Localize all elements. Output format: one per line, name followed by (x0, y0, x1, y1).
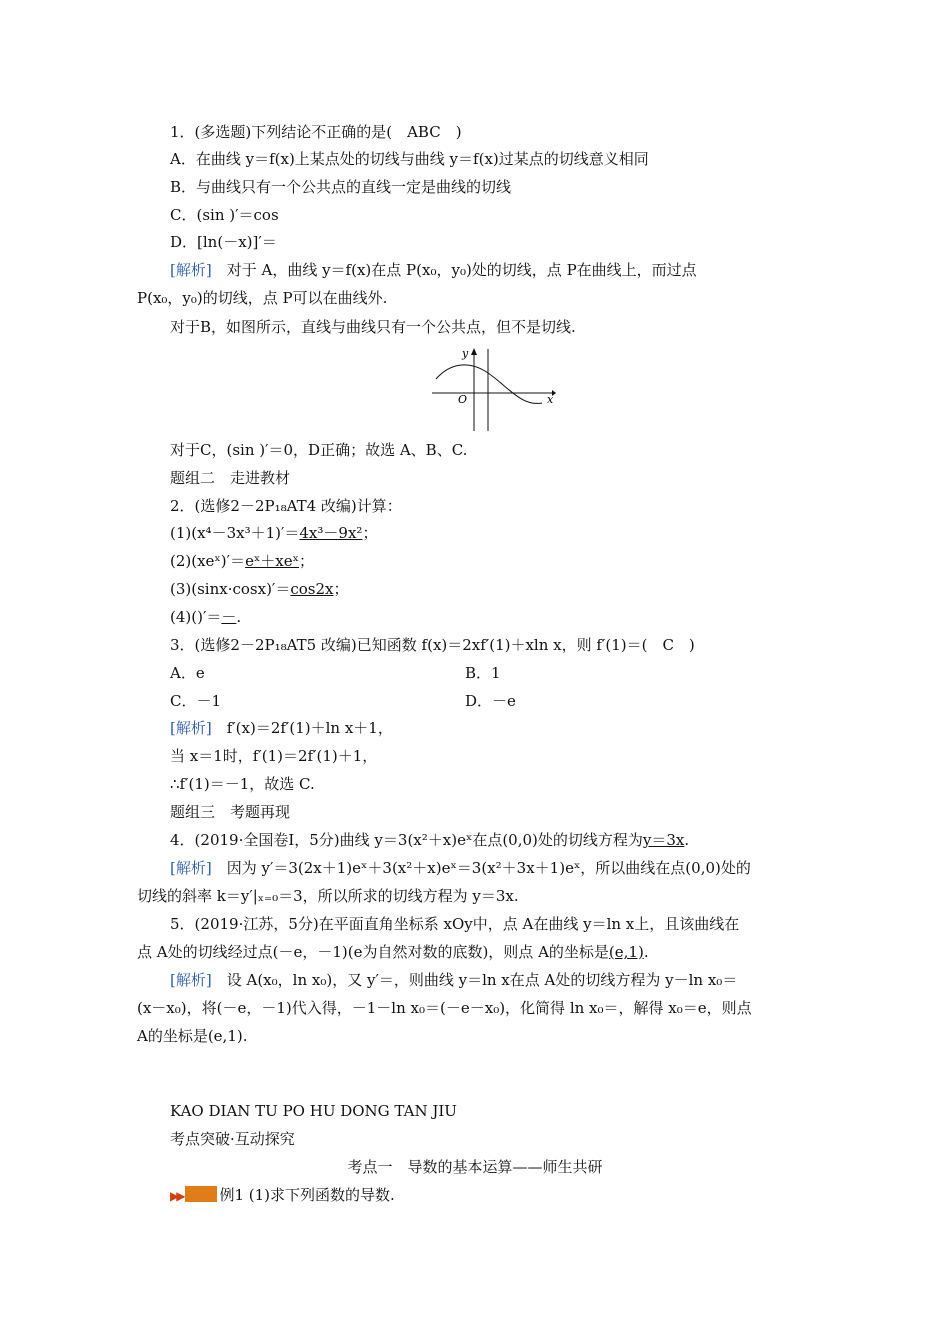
q5-analysis-line3: A的坐标是(e,1). (137, 1027, 248, 1045)
double-arrow-icon: ▶▶ (170, 1189, 183, 1203)
q2-part3-answer: cos2x (290, 580, 334, 598)
q1-analysis-line1: [解析] 对于 A，曲线 y＝f(x)在点 P(x₀，y₀)处的切线，点 P在曲线上，而过点 (170, 261, 697, 279)
q5-analysis-line2: (x－x₀)，将(－e，－1)代入得，－1－ln x₀＝(－e－x₀)，化简得 ln x₀＝，解得 x₀＝e，则点 (137, 999, 752, 1017)
q1-analysis-line3: 对于B，如图所示，直线与曲线只有一个公共点，但不是切线. (170, 318, 576, 336)
analysis-tag: [解析] (170, 261, 212, 279)
q4-stem: 4．(2019·全国卷Ⅰ，5分)曲线 y＝3(x²＋x)eˣ在点(0,0)处的切线方程为y＝3x. (170, 831, 690, 849)
example-badge-icon (185, 1186, 217, 1202)
q1-option-a: A．在曲线 y＝f(x)上某点处的切线与曲线 y＝f(x)过某点的切线意义相同 (170, 150, 649, 168)
q3-option-c: C．－1 (170, 692, 222, 710)
analysis-tag: [解析] (170, 971, 212, 989)
graph-x-label: x (547, 393, 554, 406)
q3-stem: 3．(选修2－2P₁₈AT5 改编)已知函数 f(x)＝2xf′(1)＋xln x，则 f′(1)＝( C ) (170, 636, 695, 654)
q3-option-d: D．－e (465, 692, 516, 710)
tangent-curve-figure (430, 347, 556, 431)
q2-part2-answer: eˣ＋xeˣ (245, 552, 299, 570)
q5-stem-line1: 5．(2019·江苏，5分)在平面直角坐标系 xOy中，点 A在曲线 y＝ln x上，且该曲线在 (170, 915, 740, 933)
y-axis-arrow (471, 348, 477, 355)
q4-analysis-line1: [解析] 因为 y′＝3(2x＋1)eˣ＋3(x²＋x)eˣ＝3(x²＋3x＋1)eˣ，所以曲线在点(0,0)处的 (170, 859, 751, 877)
q1-analysis-line4: 对于C，(sin )′＝0，D正确；故选 A、B、C. (170, 441, 468, 459)
group2-heading: 题组二 走进教材 (170, 469, 291, 487)
graph-origin-label: O (458, 393, 468, 406)
q3-option-a: A．e (170, 664, 205, 682)
section-title: 考点突破·互动探究 (170, 1130, 295, 1148)
example1: ▶▶ 例1 (1)求下列函数的导数. (170, 1186, 395, 1204)
group3-heading: 题组三 考题再现 (170, 803, 291, 821)
q2-part3: (3)(sinx·cosx)′＝cos2x； (170, 580, 349, 598)
q3-analysis-line2: 当 x＝1时，f′(1)＝2f′(1)＋1， (170, 747, 378, 765)
curve (436, 365, 542, 404)
analysis-tag: [解析] (170, 719, 212, 737)
analysis-tag: [解析] (170, 859, 212, 877)
q4-answer: y＝3x (642, 831, 685, 849)
q2-part1-answer: 4x³－9x² (299, 524, 363, 542)
q3-analysis-line1: [解析] f′(x)＝2f′(1)＋ln x＋1， (170, 719, 393, 737)
q2-part2: (2)(xeˣ)′＝eˣ＋xeˣ； (170, 552, 315, 570)
q2-stem: 2．(选修2－2P₁₈AT4 改编)计算： (170, 497, 402, 515)
q2-part1: (1)(x⁴－3x³＋1)′＝4x³－9x²； (170, 524, 378, 542)
q2-part4: (4)()′＝－. (170, 608, 242, 626)
q5-analysis-line1: [解析] 设 A(x₀，ln x₀)，又 y′＝，则曲线 y＝ln x在点 A处的切线方程为 y－ln x₀＝ (170, 971, 738, 989)
section-pinyin: KAO DIAN TU PO HU DONG TAN JIU (170, 1102, 457, 1120)
q3-analysis-line3: ∴f′(1)＝－1，故选 C. (170, 775, 315, 793)
graph-y-label: y (462, 347, 469, 360)
q1-stem: 1．(多选题)下列结论不正确的是( ABC ) (170, 123, 462, 141)
q1-analysis-line2: P(x₀，y₀)的切线，点 P可以在曲线外. (137, 289, 388, 307)
point1-heading: 考点一 导数的基本运算——师生共研 (347, 1158, 603, 1176)
q2-part4-answer: － (221, 608, 237, 626)
q5-stem-line2: 点 A处的切线经过点(－e，－1)(e为自然对数的底数)，则点 A的坐标是(e,1). (137, 943, 649, 961)
q1-option-d: D．[ln(－x)]′＝ (170, 233, 277, 251)
q3-option-b: B．1 (465, 664, 501, 682)
q1-option-c: C．(sin )′＝cos (170, 206, 279, 224)
q4-analysis-line2: 切线的斜率 k＝y′|ₓ₌₀＝3，所以所求的切线方程为 y＝3x. (137, 887, 519, 905)
q5-answer: (e,1) (608, 943, 644, 961)
q1-option-b: B．与曲线只有一个公共点的直线一定是曲线的切线 (170, 178, 512, 196)
